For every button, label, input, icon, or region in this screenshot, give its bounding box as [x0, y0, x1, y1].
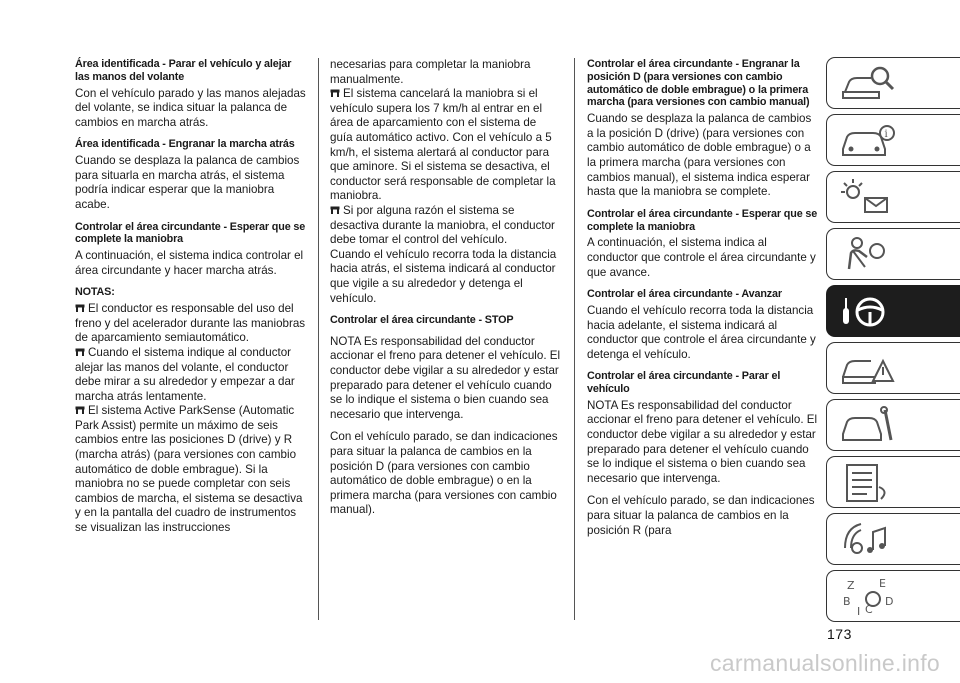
- tab-airbag-seatbelt[interactable]: [826, 228, 960, 280]
- note-icon: [75, 302, 85, 310]
- tab-car-maintenance[interactable]: [826, 399, 960, 451]
- notes-heading: NOTAS:: [75, 286, 115, 299]
- heading: Controlar el área circundante - Esperar que se complete la maniobra: [587, 207, 818, 233]
- paragraph: Con el vehículo parado, se dan indicaciones para situar la palanca de cambios en la posición D (para versiones con cambio automático de doble embrague) o en la primera marcha (para versiones con cambio manual).: [330, 430, 558, 517]
- note: Si por alguna razón el sistema se desactiva durante la maniobra, el conductor debe tomar el control del vehículo.: [330, 203, 555, 247]
- watermark: carmanualsonline.info: [709, 650, 940, 676]
- paragraph: A continuación, el sistema indica al conductor que controle el área circundante y que avance.: [587, 236, 816, 279]
- note-icon: [330, 87, 340, 95]
- note-icon: [75, 404, 85, 412]
- lights-warning-icon: [837, 176, 897, 220]
- note: El sistema cancelará la maniobra si el vehículo supera los 7 km/h al entrar en el área de aparcamiento con el sistema de guía automático activo. Con el vehículo a 5 km/h, el sistema alertará al conductor para que aminore. Si el sistema se desactiva, el conductor será responsable de completar la maniobra.: [330, 87, 556, 203]
- car-emergency-icon: [837, 347, 897, 391]
- note-icon: [330, 204, 340, 212]
- paragraph: Cuando se desplaza la palanca de cambios a la posición D (drive) (para versiones con cambio automático de doble embrague) o a la primera marcha (para versiones con cambios manual), el sistema indica esperar hasta que la maniobra se complete.: [587, 112, 812, 199]
- paragraph: Cuando se desplaza la palanca de cambios para situarla en marcha atrás, el sistema podría indicar esperar que la maniobra acabe.: [75, 154, 300, 211]
- car-search-icon: [837, 62, 897, 106]
- paragraph: Cuando el vehículo recorra toda la distancia hacia adelante, el sistema indicará al conductor que controle el área circundante y detenga el vehículo.: [587, 303, 816, 361]
- paragraph: Con el vehículo parado, se dan indicaciones para situar la palanca de cambios en la posición R (para: [587, 494, 815, 537]
- airbag-seatbelt-icon: [837, 233, 897, 277]
- heading: Controlar el área circundante - Parar el vehículo: [587, 370, 781, 396]
- column-1: [75, 58, 307, 536]
- heading: Área identificada - Engranar la marcha atrás: [75, 138, 295, 151]
- svg-text:B: B: [843, 595, 851, 608]
- svg-text:Z: Z: [847, 579, 855, 592]
- key-steering-wheel-icon: [837, 290, 897, 334]
- tab-car-emergency[interactable]: [826, 342, 960, 394]
- svg-text:i: i: [884, 129, 888, 140]
- svg-text:D: D: [885, 595, 894, 608]
- svg-text:E: E: [879, 577, 886, 590]
- tab-car-search[interactable]: [826, 57, 960, 109]
- tab-car-info[interactable]: [826, 114, 960, 166]
- paragraph: NOTA Es responsabilidad del conductor accionar el freno para detener el vehículo. El conductor debe vigilar a su alrededor y estar preparado para detener el vehículo cuando se lo indique el sistema o bien cuando sea necesario que intervenga.: [330, 334, 561, 421]
- note: Cuando el sistema indique al conductor alejar las manos del volante, el conductor debe mirar a su alrededor y empezar a dar marcha atrás lentamente.: [75, 345, 295, 403]
- heading: Controlar el área circundante - Engranar la posición D (para versiones con cambio automático de doble embrague) o la primera marcha (para versiones con cambio manual): [587, 58, 810, 109]
- tab-index[interactable]: [826, 570, 960, 622]
- column-divider: [574, 58, 575, 620]
- column-2: [330, 58, 562, 526]
- paragraph: Cuando el vehículo recorra toda la distancia hacia atrás, el sistema indicará al conductor que vigile a su alrededor y detenga el vehículo.: [330, 247, 557, 305]
- car-maintenance-icon: [837, 404, 897, 448]
- multimedia-icon: [837, 518, 897, 562]
- technical-data-icon: [837, 461, 897, 505]
- heading: Controlar el área circundante - Avanzar: [587, 288, 782, 301]
- page-number: 173: [827, 626, 852, 642]
- tab-lights-warning[interactable]: [826, 171, 960, 223]
- svg-text:I: I: [857, 605, 861, 618]
- note: El sistema Active ParkSense (Automatic Park Assist) permite un máximo de seis cambios entre las posiciones D (drive) y R (marcha atrás) (para versiones con cambio automático de doble embrague). Si la maniobra no se puede completar con seis cambios de marcha, el sistema se desactiva y en la pantalla del cuadro de instrumentos se visualizan las instrucciones: [75, 404, 303, 535]
- heading: Área identificada - Parar el vehículo y alejar las manos del volante: [75, 58, 292, 83]
- tab-multimedia[interactable]: [826, 513, 960, 565]
- heading: Controlar el área circundante - STOP: [330, 314, 514, 327]
- tab-technical-data[interactable]: [826, 456, 960, 508]
- index-alphabet-icon: [837, 575, 897, 619]
- column-3: [587, 58, 819, 546]
- svg-text:C: C: [865, 603, 873, 616]
- car-info-icon: [837, 119, 897, 163]
- paragraph: necesarias para completar la maniobra manualmente.: [330, 58, 531, 86]
- note: El conductor es responsable del uso del freno y del acelerador durante las maniobras de aparcamiento semiautomático.: [75, 302, 306, 345]
- column-divider: [318, 58, 319, 620]
- paragraph: A continuación, el sistema indica controlar el área circundante y hacer marcha atrás.: [75, 249, 304, 277]
- tab-starting-driving[interactable]: [826, 285, 960, 337]
- paragraph: NOTA Es responsabilidad del conductor accionar el freno para detener el vehículo. El conductor debe vigilar a su alrededor y estar preparado para detener el vehículo cuando se lo indique el sistema o bien cuando sea necesario que intervenga.: [587, 398, 818, 485]
- note-icon: [75, 346, 85, 354]
- paragraph: Con el vehículo parado y las manos alejadas del volante, se indica situar la palanca de cambios en marcha atrás.: [75, 86, 306, 129]
- heading: Controlar el área circundante - Esperar que se complete la maniobra: [75, 220, 306, 246]
